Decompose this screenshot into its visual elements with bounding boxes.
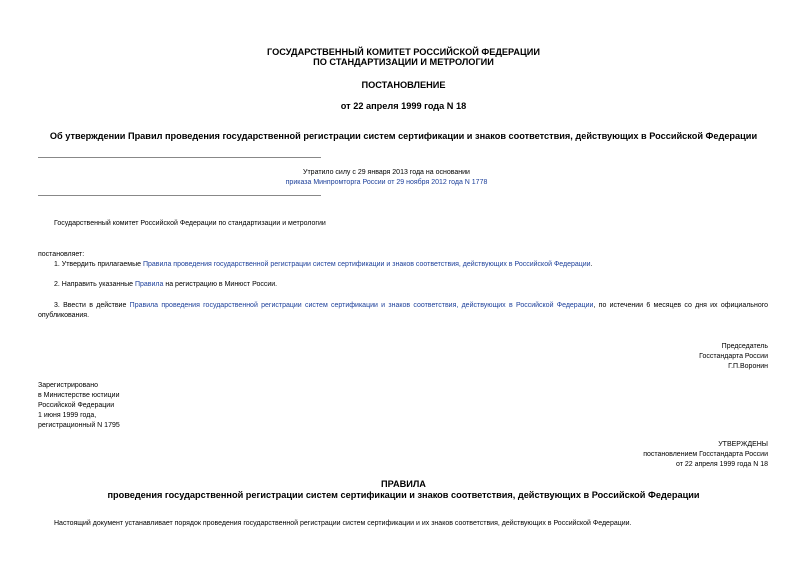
registration-line5: регистрационный N 1795: [38, 422, 120, 429]
divider-bottom: [38, 195, 321, 196]
item-1-link[interactable]: Правила проведения государственной регистрации систем сертификации и знаков соответствия, действующих в Российской Федерации: [142, 261, 591, 268]
item-1: [54, 260, 774, 270]
item-3-link[interactable]: Правила проведения государственной регистрации систем сертификации и знаков соответствия, действующих в Российской Федерации: [129, 302, 594, 309]
registration-line2: в Министерстве юстиции: [38, 392, 120, 399]
org-name-line2: ПО СТАНДАРТИЗАЦИИ И МЕТРОЛОГИИ: [313, 57, 494, 67]
document-title: Об утверждении Правил проведения государственной регистрации систем сертификации и знаков соответствия, действующих в Российской Федерации: [49, 131, 758, 141]
registration-line3: Российской Федерации: [38, 402, 115, 409]
item-2: [54, 280, 774, 290]
signature-block: [500, 342, 768, 372]
approval-block: [500, 440, 768, 470]
signature-name: Г.П.Воронин: [728, 363, 768, 370]
divider-top: [38, 157, 321, 158]
item-3-suffix: , по истечении 6 месяцев со дня их официального опубликования.: [38, 302, 769, 319]
rules-subtitle: проведения государственной регистрации систем сертификации и знаков соответствия, действующих в Российской Федерации: [107, 490, 700, 500]
rules-paragraph: Настоящий документ устанавливает порядок проведения государственной регистрации систем сертификации и их знаков соответствия, действующих в Российской Федерации.: [54, 520, 632, 527]
document-date: от 22 апреля 1999 года N 18: [340, 101, 467, 111]
approval-line1: УТВЕРЖДЕНЫ: [718, 441, 768, 448]
registration-block: [38, 381, 338, 431]
document-type: ПОСТАНОВЛЕНИЕ: [361, 80, 446, 90]
signature-org: Госстандарта России: [699, 353, 768, 360]
resolves-text: постановляет:: [38, 251, 85, 258]
status-note: [38, 168, 735, 188]
approval-line3: от 22 апреля 1999 года N 18: [675, 461, 768, 468]
status-note-link[interactable]: приказа Минпромторга России от 29 ноября 2012 года N 1778: [285, 179, 488, 186]
item-3-prefix: 3. Ввести в действие: [54, 302, 130, 309]
status-note-text: Утратило силу с 29 января 2013 года на основании: [303, 169, 470, 176]
signature-position: Председатель: [721, 343, 768, 350]
org-name-line1: ГОСУДАРСТВЕННЫЙ КОМИТЕТ РОССИЙСКОЙ ФЕДЕРАЦИИ: [267, 47, 540, 57]
registration-line4: 1 июня 1999 года,: [38, 412, 97, 419]
intro-text: Государственный комитет Российской Федерации по стандартизации и метрологии: [54, 220, 326, 227]
item-2-suffix: на регистрацию в Минюст России.: [163, 281, 278, 288]
item-2-prefix: 2. Направить указанные: [54, 281, 135, 288]
approval-line2: постановлением Госстандарта России: [643, 451, 768, 458]
item-2-link[interactable]: Правила: [134, 281, 164, 288]
item-1-prefix: 1. Утвердить прилагаемые: [54, 261, 143, 268]
registration-line1: Зарегистрировано: [38, 382, 98, 389]
rules-title: ПРАВИЛА: [381, 479, 426, 489]
item-3: [38, 301, 768, 321]
item-1-suffix: .: [590, 261, 593, 268]
